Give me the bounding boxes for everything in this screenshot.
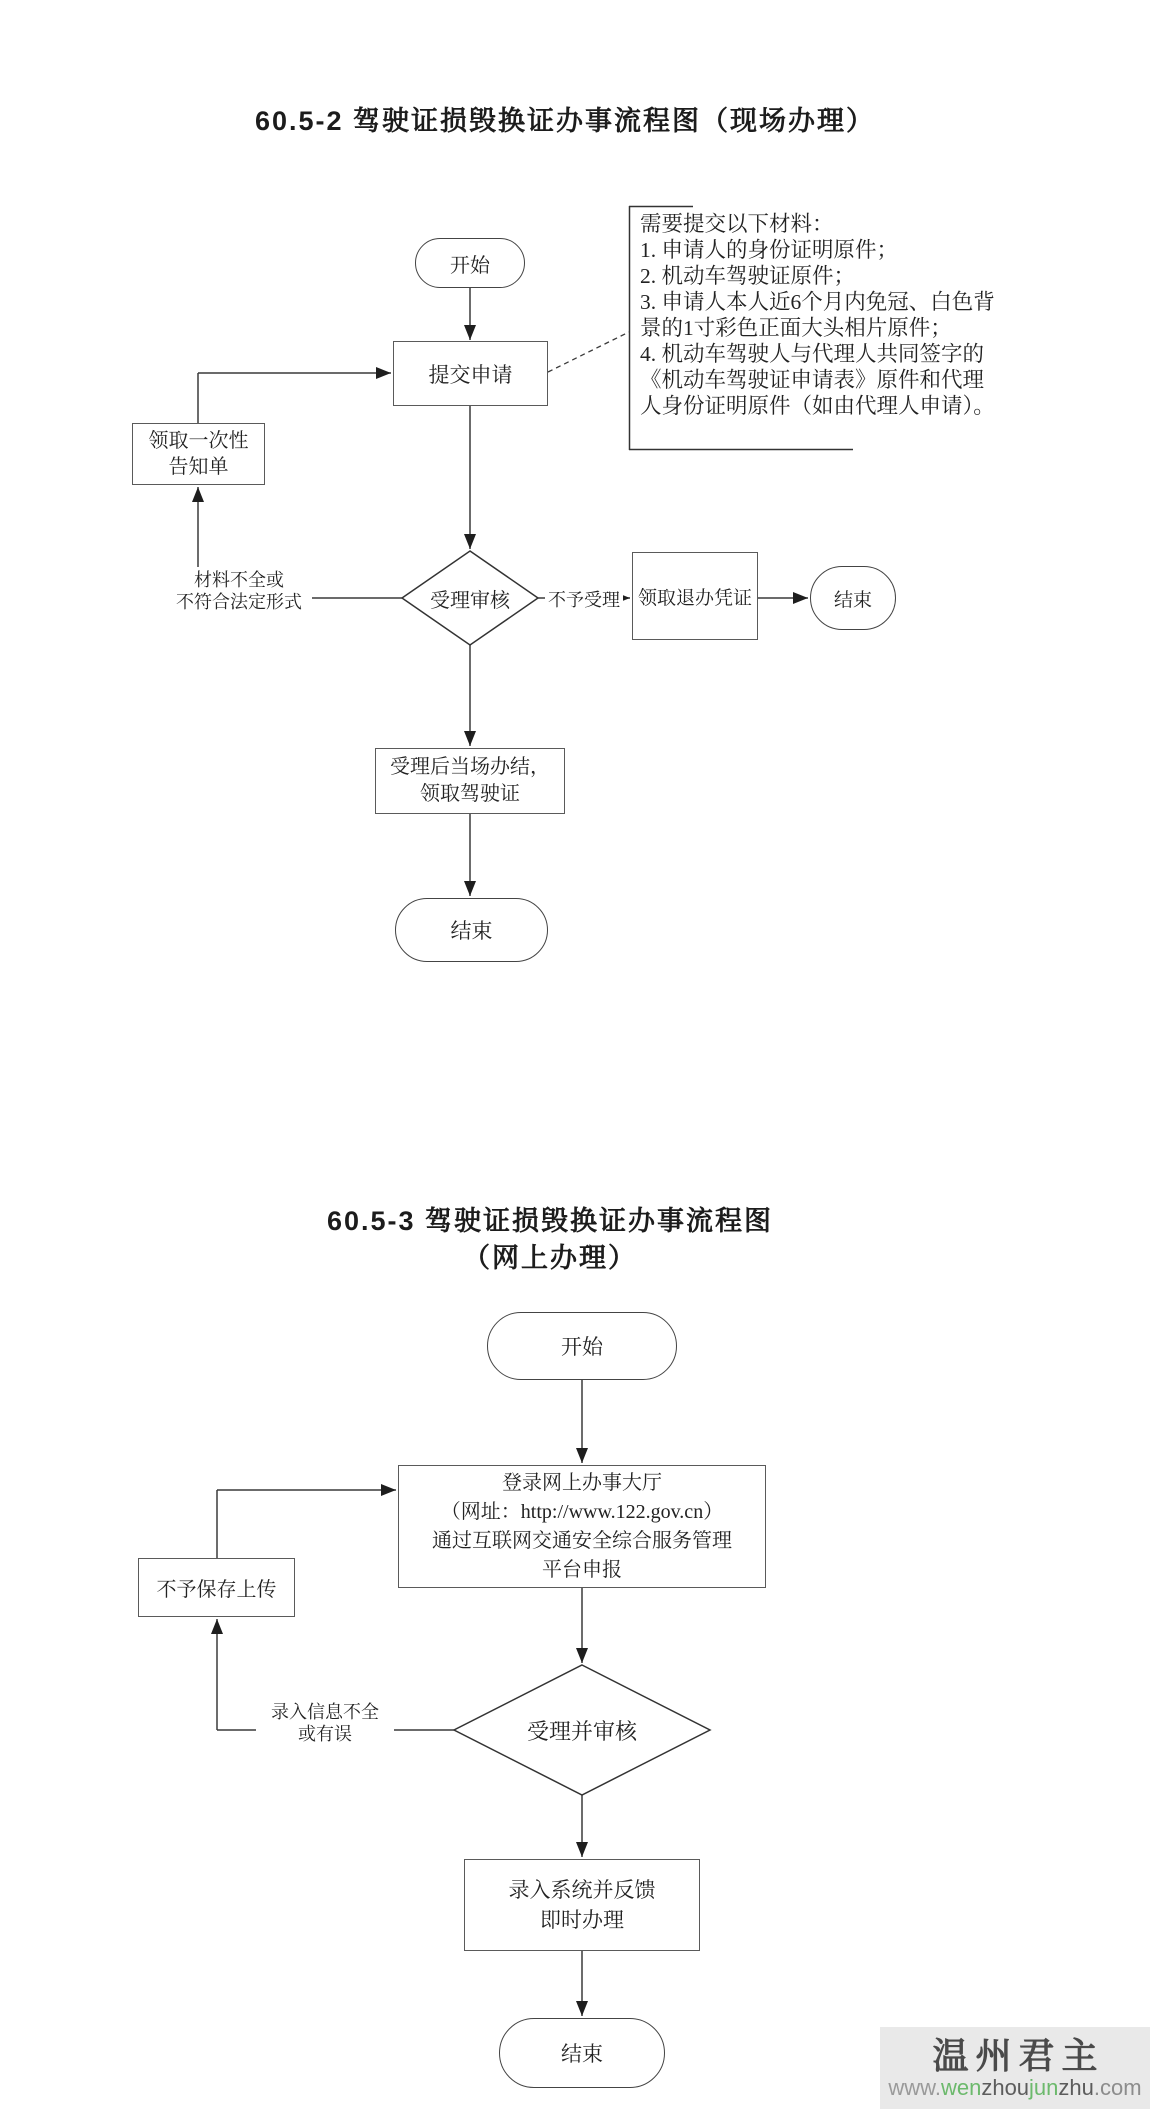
process-box-nosave-label: 不予保存上传 [156,1579,277,1601]
edge-label-incomplete [166,567,312,615]
diagram2-title-line2: （网上办理） [463,1243,637,1273]
watermark-url-seg: zhu [1058,2075,1094,2100]
diagram1-title: 60.5-2 驾驶证损毁换证办事流程图（现场办理） [254,106,876,136]
diagram2-title [0,1203,1100,1277]
decision-review1-label [402,551,538,645]
note-line: 需要提交以下材料： [640,212,834,236]
process-box-feedback-line2: 即时办理 [540,1908,624,1932]
process-box-submit-label: 提交申请 [428,362,513,387]
terminator-end1-right [810,566,896,630]
process-box-login-line2: （网址：http://www.122.gov.cn） [440,1500,724,1523]
edge-label-error-line1: 录入信息不全 [271,1702,379,1722]
decision-review2-text: 受理并审核 [526,1718,637,1744]
process-box-login-line1: 登录网上办事大厅 [502,1471,662,1494]
process-box-submit [393,341,548,406]
edge-label-error-line2: 或有误 [298,1724,352,1744]
watermark [880,2027,1150,2109]
note-line: 3. 申请人本人近6个月内免冠、白色背景的1寸彩色正面大头相片原件； [640,290,995,340]
edge-label-error [256,1699,394,1747]
watermark-url-seg: jun [1029,2075,1059,2100]
process-box-notice [132,423,265,485]
terminator-start2-label: 开始 [561,1335,603,1359]
process-box-refund-label: 领取退办凭证 [637,587,752,609]
watermark-url [888,2076,1141,2100]
terminator-end1-bottom-label: 结束 [450,919,493,943]
terminator-start1-label: 开始 [450,254,490,277]
process-box-login-line4: 平台申报 [542,1558,622,1581]
dashed-link-to-note [548,332,629,372]
terminator-start2 [487,1312,677,1380]
process-box-notice-label: 领取一次性告知单 [148,430,249,478]
process-box-nosave [138,1558,295,1617]
process-box-complete [375,748,565,814]
watermark-brand: 温州君主 [932,2035,1105,2077]
watermark-url-seg: zhou [981,2075,1030,2100]
terminator-start1 [415,238,525,288]
watermark-url-seg: .com [1093,2075,1142,2100]
terminator-end2 [499,2018,665,2088]
note-line: 4. 机动车驾驶人与代理人共同签字的《机动车驾驶证申请表》原件和代理人身份证明原件（如由代理人申请）。 [640,342,995,418]
process-box-feedback [464,1859,700,1951]
watermark-url-seg: wen [940,2075,982,2100]
note-line: 2. 机动车驾驶证原件； [640,264,856,288]
process-box-login-line3: 通过互联网交通安全综合服务管理 [432,1529,732,1552]
terminator-end1-bottom [395,898,548,962]
edge-label-reject: 不予受理 [545,586,623,612]
decision-review1-text: 受理审核 [430,589,510,612]
note-line: 1. 申请人的身份证明原件； [640,238,899,262]
process-box-login [398,1465,766,1588]
note-annotation [640,211,998,419]
terminator-end1-right-label: 结束 [833,589,872,611]
edge-label-incomplete-line1: 材料不全或 [194,570,284,590]
edge-label-incomplete-line2: 不符合法定形式 [176,592,302,612]
process-box-feedback-line1: 录入系统并反馈 [508,1878,656,1902]
terminator-end2-label: 结束 [561,2042,603,2066]
diagram2-title-line1: 60.5-3 驾驶证损毁换证办事流程图 [326,1206,774,1236]
watermark-url-seg: www. [888,2075,941,2100]
decision-review2-label [454,1665,710,1795]
process-box-complete-label: 受理后当场办结，领取驾驶证 [390,756,550,805]
process-box-refund [632,552,758,640]
